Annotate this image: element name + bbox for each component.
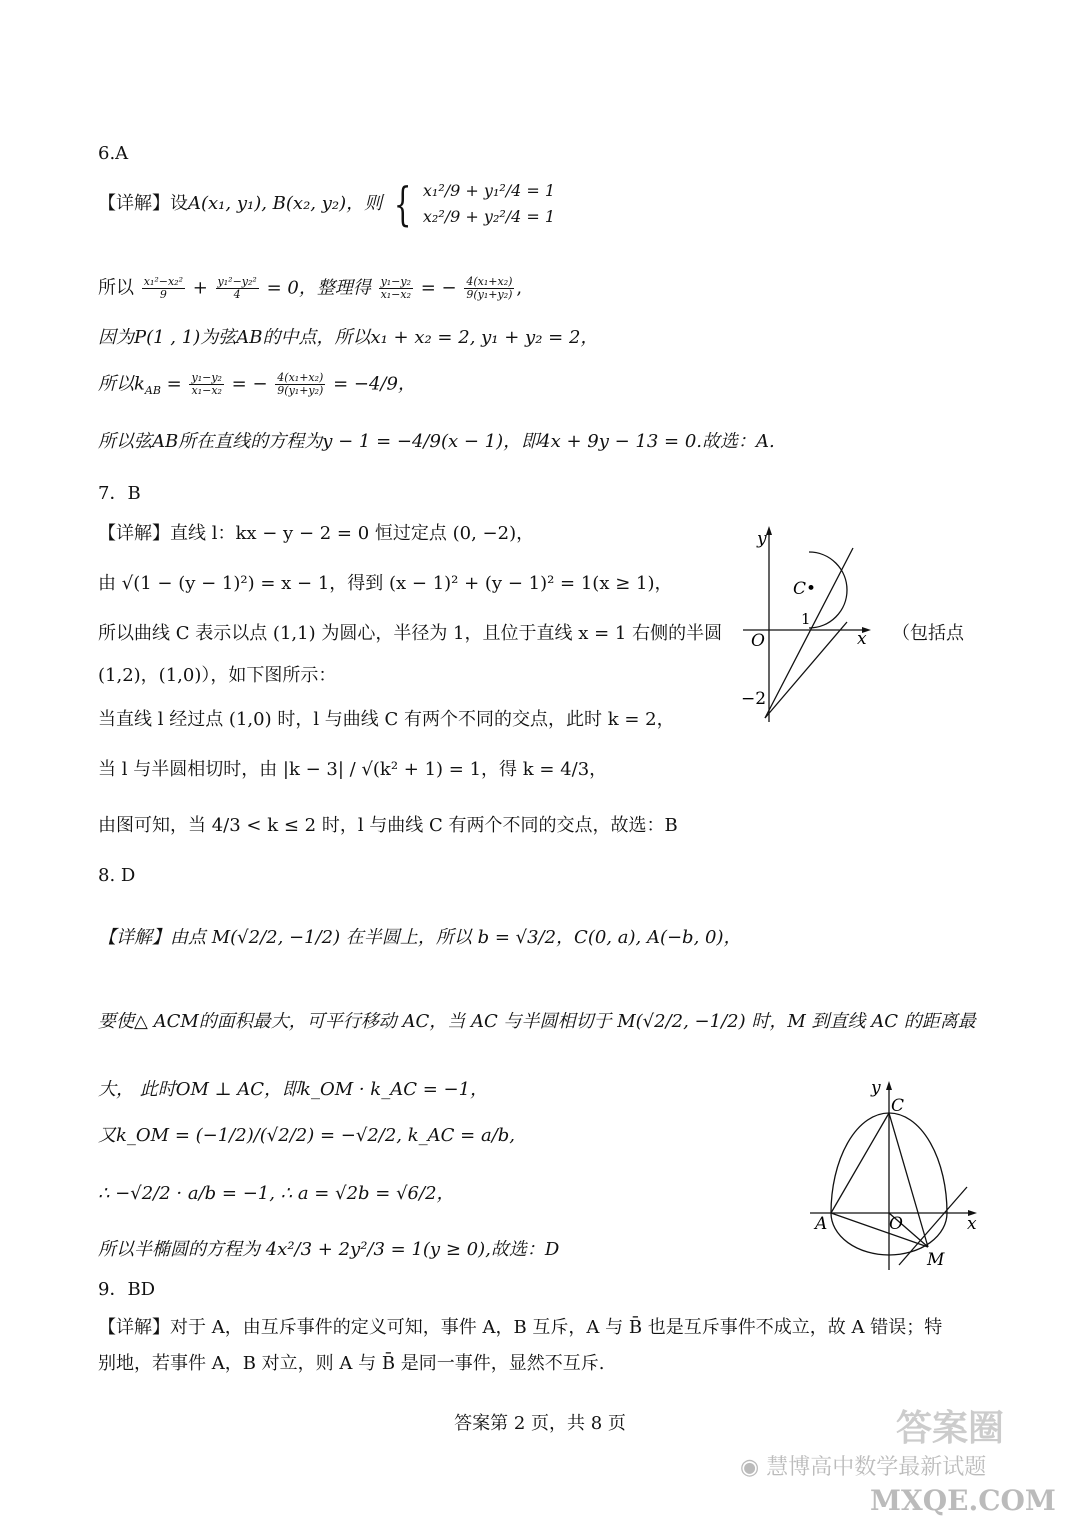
- watermark-wechat: [740, 1450, 986, 1481]
- q7-line1: 【详解】直线 l：kx − y − 2 = 0 恒过定点 (0, −2)，: [98, 523, 535, 544]
- q6-system: [423, 178, 555, 230]
- q8-fig-A-label: A: [815, 1214, 828, 1234]
- q8-line2: 要使△ ACM的面积最大，可平行移动 AC，当 AC 与半圆相切于 M(√2/2, −1/2) 时，M 到直线 AC 的距离最: [98, 1011, 976, 1032]
- q8-figure: [805, 1075, 985, 1275]
- q9-line1: 【详解】对于 A，由互斥事件的定义可知，事件 A，B 互斥，A 与 B̄ 也是互斥事件不成立，故 A 错误；特: [98, 1317, 943, 1338]
- q6-system-eq1: x₁²/9 + y₁²/4 = 1: [422, 181, 556, 200]
- q6-detail-line: [98, 178, 555, 230]
- q6-system-eq2: x₂²/9 + y₂²/4 = 1: [422, 207, 556, 226]
- q6-frac-rhs: $\frac{\text{4(x₁+x₂)}}{\text{9(y₁+y₂)}}$: [466, 275, 513, 301]
- q8-line3: 大， 此时OM ⊥ AC，即k_OM · k_AC = −1，: [98, 1079, 489, 1100]
- q6-frac-slope: $\frac{\text{y₁−y₂}}{\text{x₁−x₂}}$: [380, 275, 412, 301]
- q7-fig-y-label: y: [757, 529, 767, 549]
- q7-title: 7．B: [98, 483, 141, 504]
- watermark-logo: [896, 1400, 1004, 1451]
- q7-figure: [735, 522, 885, 732]
- q7-fig-x-label: x: [857, 629, 867, 649]
- q8-fig-C-label: C: [891, 1096, 905, 1116]
- q7-line6: 当 l 与半圆相切时，由 |k − 3| / √(k² + 1) = 1，得 k = 4/3，: [98, 759, 608, 780]
- wechat-icon: ◉: [740, 1455, 760, 1480]
- q8-fig-y-label: y: [871, 1078, 881, 1098]
- q6-line4-result: = −4/9，: [333, 373, 416, 395]
- watermark-site-text: MXQE.COM: [870, 1484, 1056, 1517]
- q6-line2-mid: = 0，整理得: [266, 277, 371, 299]
- q7-line3-tail: （包括点: [892, 623, 964, 644]
- q7-fig-one-label: 1: [801, 610, 811, 628]
- q6-line3: 因为P(1 , 1)为弦AB的中点，所以x₁ + x₂ = 2, y₁ + y₂ = 2，: [98, 327, 599, 348]
- q6-frac-x: $\frac{\text{x₁²−x₂²}}{9}$: [143, 275, 183, 301]
- q6-line2-prefix: 所以: [98, 277, 134, 299]
- q8-fig-x-label: x: [967, 1214, 977, 1234]
- q6-title: 6.A: [98, 143, 129, 164]
- q6-line4-prefix: 所以k: [98, 373, 145, 395]
- q7-fig-origin-label: O: [751, 631, 765, 651]
- q9-line2: 别地，若事件 A，B 对立，则 A 与 B̄ 是同一事件，显然不互斥.: [98, 1353, 605, 1374]
- q8-line5: ∴ −√2/2 · a/b = −1, ∴ a = √2b = √6/2，: [98, 1183, 455, 1204]
- q8-line6: 所以半椭圆的方程为 4x²/3 + 2y²/3 = 1(y ≥ 0),故选：D: [98, 1239, 560, 1260]
- q9-title: 9．BD: [98, 1279, 156, 1300]
- q8-fig-O-label: O: [889, 1214, 903, 1234]
- q7-fig-minus2-label: −2: [741, 689, 767, 709]
- q7-fig-C-label: C•: [793, 579, 817, 599]
- q6-kab-frac2: $\frac{\text{4(x₁+x₂)}}{\text{9(y₁+y₂)}}$: [277, 371, 324, 397]
- watermark-text: 慧博高中数学最新试题: [766, 1455, 987, 1480]
- q6-points: A(x₁, y₁), B(x₂, y₂)，则: [188, 193, 383, 214]
- q7-line3: 所以曲线 C 表示以点 (1,1) 为圆心，半径为 1，且位于直线 x = 1 右侧的半圆: [98, 623, 723, 644]
- q6-line2: 所以 $\frac{\text{x₁²−x₂²}}{9}$ + $\frac{\text{y₁²−y₂²}}{4}$ = 0，整理得 $\frac{\text{y₁−y₂}}{\text{x₁−x₂}}$ = − $\frac{\text{4(x₁+x₂)}}{\text{9(y₁+y₂)}}$ ,: [98, 275, 523, 301]
- system-brace: {: [393, 177, 412, 231]
- q8-title: 8. D: [98, 865, 136, 886]
- q6-detail-prefix: 【详解】设: [98, 193, 188, 214]
- watermark-site: [870, 1484, 1056, 1517]
- q8-fig-M-label: M: [927, 1250, 945, 1270]
- q7-line2: 由 √(1 − (y − 1)²) = x − 1，得到 (x − 1)² + (y − 1)² = 1(x ≥ 1)，: [98, 573, 673, 594]
- q7-line5: 当直线 l 经过点 (1,0) 时，l 与曲线 C 有两个不同的交点，此时 k = 2，: [98, 709, 675, 730]
- q8-line1: 【详解】由点 M(√2/2, −1/2) 在半圆上，所以 b = √3/2，C(0, a), A(−b, 0)，: [98, 927, 742, 948]
- q6-frac-y: $\frac{\text{y₁²−y₂²}}{4}$: [217, 275, 257, 301]
- q7-line7: 由图可知，当 4/3 < k ≤ 2 时，l 与曲线 C 有两个不同的交点，故选：B: [98, 815, 678, 836]
- q6-kab-frac: $\frac{\text{y₁−y₂}}{\text{x₁−x₂}}$: [191, 371, 222, 397]
- q6-line4: 所以$k_{AB}$ = $\frac{\text{y₁−y₂}}{\text{x₁−x₂}}$ = − $\frac{\text{4(x₁+x₂)}}{\text{9(y₁+y₂)}}$ = −4/9，: [98, 371, 416, 398]
- q7-line4: (1,2)，(1,0)），如下图所示：: [98, 665, 337, 686]
- q8-line4: 又k_OM = (−1/2)/(√2/2) = −√2/2, k_AC = a/b,: [98, 1125, 515, 1146]
- watermark-logo-text: 答案圈: [896, 1407, 1005, 1449]
- page-footer: 答案第 2 页，共 8 页: [454, 1413, 626, 1434]
- q6-line5: 所以弦AB所在直线的方程为y − 1 = −4/9(x − 1)，即4x + 9y − 13 = 0.故选：A.: [98, 431, 775, 452]
